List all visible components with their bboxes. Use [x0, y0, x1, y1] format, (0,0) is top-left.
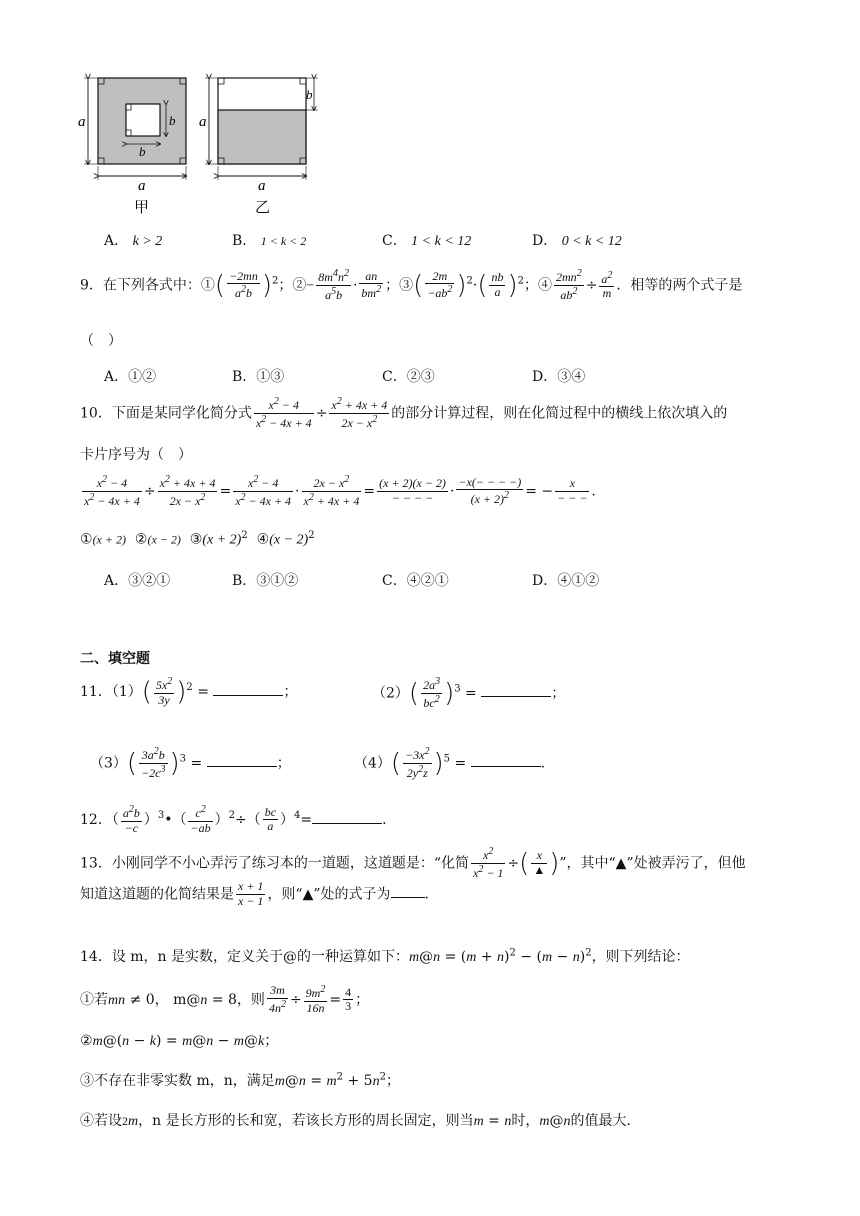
q10-option-c: C．④②①	[382, 573, 449, 589]
label-b-yi: b	[306, 87, 313, 102]
q8-option-b: B． 1 < k < 2	[232, 233, 307, 249]
q11-part4: （4）( $\frac{-3x^2}{2y^2z}$ )$^5$ = .	[354, 746, 546, 780]
q10-process: $\frac{x^2 - 4}{x^2 - 4x + 4}$ ÷ $\frac{x^2 + 4x + 4}{2x - x^2}$ = $\frac{x^2 - 4}{x^2 - 4x + 4}$ · $\frac{2x - x^2}{x^2 + 4x + 4}$ = $\frac{(x + 2)(x - 2)}{- - - -}$ · $\frac{-x(- - - -)}{(x + 2)^2}$ = − $\frac{x}{- - -}$ .	[84, 474, 596, 508]
q9-stem: 9．在下列各式中：①( $\frac{-2mn}{a^2b}$ )$^2$；②− $\frac{8m^4n^2}{a^5b}$ · $\frac{an}{bm^2}$ ；③( $\frac{2m}{-ab^2}$ )$^2$·( $\frac{nb}{a}$ )$^2$；④ $\frac{2mn^2}{ab^2}$ ÷ $\frac{a^2}{m}$ ．相等的两个式子是	[80, 268, 743, 302]
label-b-horiz-jia: b	[139, 144, 146, 159]
label-a-left-jia: a	[78, 114, 86, 130]
q8-option-d: D． 0 < k < 12	[532, 233, 622, 249]
q10-option-b: B．③①②	[232, 573, 299, 589]
q10-stem-2: 卡片序号为（ ）	[80, 447, 192, 463]
q11-part3: （3）( $\frac{3a^2b}{-2c^3}$ )$^3$ = ；	[90, 746, 291, 780]
square-figures	[78, 72, 328, 217]
label-a-left-yi: a	[199, 114, 207, 130]
q9-paren: （ ）	[80, 333, 122, 349]
q13-line1: 13．小刚同学不小心弄污了练习本的一道题，这道题是：“化简 $\frac{x^2}{x^2 - 1}$ ÷( $\frac{x}{▲}$ )”，其中“▲”处被弄污了，但他	[80, 846, 746, 880]
q10-cards: ①(x + 2) ②(x − 2) ③(x + 2)$^2$ ④(x − 2)$^2$	[80, 530, 315, 548]
q9-option-d: D．③④	[532, 369, 586, 385]
label-a-bottom-yi: a	[258, 178, 266, 194]
q8-option-c: C． 1 < k < 12	[382, 233, 472, 249]
q11-part1: 11．（1）( $\frac{5x^2}{3y}$ )$^2$ = ；	[80, 676, 298, 707]
label-a-bottom-jia: a	[138, 178, 146, 194]
label-yi: 乙	[255, 198, 271, 216]
q14-statement-4: ④若设2m，n 是长方形的长和宽，若该长方形的周长固定，则当m = n时，m@n的值最大．	[80, 1113, 641, 1129]
section-title-fill-in: 二、填空题	[80, 651, 150, 667]
q9-option-c: C．②③	[382, 369, 435, 385]
q8-option-a: A． k > 2	[104, 233, 163, 249]
q9-option-a: A．①②	[104, 369, 157, 385]
q14-statement-1: ①若mn ≠ 0， m@n = 8，则 $\frac{3m}{4n^2}$ ÷ $\frac{9m^2}{16n}$ = $\frac{4}{3}$ ；	[80, 983, 370, 1015]
q14-statement-3: ③不存在非零实数 m，n，满足m@n = $m^2 + 5n^2$；	[80, 1071, 400, 1089]
q9-option-b: B．①③	[232, 369, 285, 385]
q11-part2: （2）( $\frac{2a^3}{bc^2}$ )$^3$ = ；	[372, 676, 566, 710]
q14-stem: 14．设 m，n 是实数，定义关于@的一种运算如下：m@n = $(m + n)^2 - (m - n)^2$，则下列结论：	[80, 947, 690, 965]
shaded-rect-yi	[218, 110, 306, 164]
q13-line2: 知道这道题的化简结果是 $\frac{x + 1}{x - 1}$ ，则“▲”处的式子为 ．	[80, 879, 439, 908]
q14-statement-2: ②m@(n − k) = m@n − m@k；	[80, 1033, 279, 1049]
q10-stem: 10．下面是某同学化简分式 $\frac{x^2 - 4}{x^2 - 4x + 4}$ ÷ $\frac{x^2 + 4x + 4}{2x - x^2}$ 的部分计算过程，则在化简过程中的横线上依次填入的	[80, 396, 728, 430]
q12: 12．（ $\frac{a^2b}{-c}$ ）$^3$•（ $\frac{c^2}{-ab}$ ）$^2$÷（ $\frac{bc}{a}$ ）$^4$= .	[80, 804, 387, 835]
q10-option-a: A．③②①	[104, 573, 171, 589]
label-jia: 甲	[134, 198, 150, 216]
q10-option-d: D．④①②	[532, 573, 600, 589]
label-b-vert-jia: b	[169, 113, 176, 128]
